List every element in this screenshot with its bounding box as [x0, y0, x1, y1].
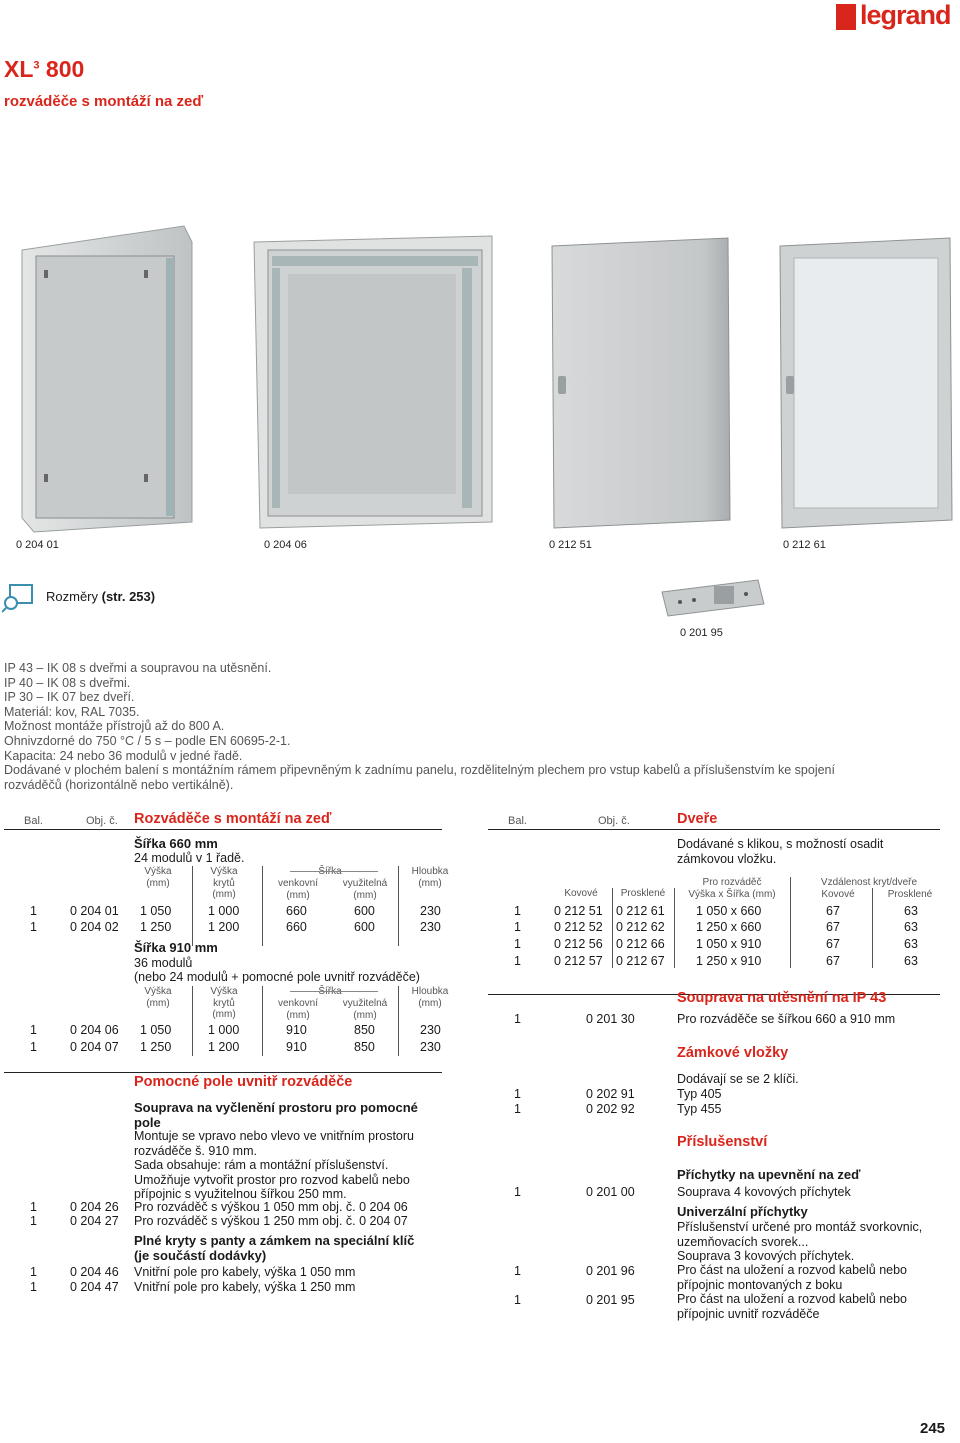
dimensions-icon[interactable]	[2, 583, 36, 613]
group-desc: (nebo 24 modulů + pomocné pole uvnitř rozváděče)	[134, 970, 420, 984]
section-title: Dveře	[677, 811, 718, 827]
row-bal: 1	[514, 937, 521, 951]
row-obj: 0 204 07	[70, 1040, 119, 1054]
row-bal: 1	[514, 920, 521, 934]
row-val: 67	[826, 904, 840, 918]
row-obj: 0 201 00	[586, 1185, 635, 1199]
col-header: Hloubka (mm)	[411, 986, 449, 1009]
row-obj: 0 204 47	[70, 1280, 119, 1294]
divider	[612, 888, 613, 968]
row-val: 67	[826, 954, 840, 968]
description: Montuje se vpravo nebo vlevo ve vnitřním prostoru rozváděče š. 910 mm. Sada obsahuje: rám a montážní příslušenství. Umožňuje vytvořit prostor pro rozvod kabelů nebo přípojnic s využitelnou šířkou 250 mm.	[134, 1129, 414, 1202]
section-title: Příslušenství	[677, 1134, 768, 1150]
row-bal: 1	[514, 904, 521, 918]
row-val: 1 250	[140, 1040, 172, 1054]
row-obj: 0 212 67	[616, 954, 665, 968]
row-val: 910	[286, 1040, 307, 1054]
feature-item: Dodávané v plochém balení s montážním rámem připevněným k zadnímu panelu, rozdělitelným plechem pro vstup kabelů a příslušenstvím ke spojení	[4, 763, 835, 778]
row-bal: 1	[514, 1264, 521, 1278]
dimensions-link[interactable]: Rozměry (str. 253)	[46, 589, 156, 604]
subsection-title: Příchytky na upevnění na zeď	[677, 1167, 861, 1182]
description: Příslušenství určené pro montáž svorkovnic, uzemňovacích svorek... Souprava 3 kovových příchytek.	[677, 1220, 923, 1264]
col-header-obj: Obj. č.	[86, 815, 118, 827]
subsection-title: Univerzální příchytky	[677, 1204, 808, 1219]
fixing-bracket-photo	[660, 578, 770, 620]
row-obj: 0 201 95	[586, 1293, 635, 1307]
col-header: Prosklené	[620, 888, 666, 899]
row-obj: 0 201 30	[586, 1012, 635, 1026]
feature-list	[4, 661, 944, 792]
row-bal: 1	[30, 1214, 37, 1228]
row-val: 660	[286, 920, 307, 934]
divider	[790, 877, 791, 968]
feature-item: IP 43 – IK 08 s dveřmi a soupravou na utěsnění.	[4, 661, 272, 675]
photo-caption: 0 204 01	[16, 539, 59, 551]
row-val: 850	[354, 1023, 375, 1037]
row-obj: 0 212 62	[616, 920, 665, 934]
row-desc: Typ 405	[677, 1087, 722, 1101]
feature-item: Materiál: kov, RAL 7035.	[4, 704, 140, 719]
row-desc: Pro rozváděče se šířkou 660 a 910 mm	[677, 1012, 896, 1026]
feature-item: IP 30 – IK 07 bez dveří.	[4, 690, 135, 705]
row-desc: Souprava 4 kovových příchytek	[677, 1185, 851, 1199]
logo-mark	[836, 4, 856, 30]
row-obj: 0 204 06	[70, 1023, 119, 1037]
photo-caption: 0 204 06	[264, 539, 307, 551]
group-title: Šířka 660 mm	[134, 836, 218, 851]
row-val: 1 200	[208, 1040, 240, 1054]
col-header: Hloubka (mm)	[411, 866, 449, 889]
row-bal: 1	[514, 954, 521, 968]
section-title: Zámkové vložky	[677, 1045, 789, 1061]
subsection-title: Souprava na vyčlenění prostoru pro pomocné	[134, 1100, 418, 1115]
feature-item: IP 40 – IK 08 s dveřmi.	[4, 675, 131, 690]
row-bal: 1	[30, 904, 37, 918]
row-bal: 1	[514, 1087, 521, 1101]
feature-item: Kapacita: 24 nebo 36 modulů v jedné řadě.	[4, 748, 243, 763]
group-desc: 36 modulů	[134, 956, 193, 970]
row-val: 600	[354, 920, 375, 934]
col-header: Kovové	[821, 889, 855, 900]
row-val: 63	[904, 937, 918, 951]
subsection-title: (je součástí dodávky)	[134, 1248, 267, 1263]
divider	[4, 829, 442, 830]
row-bal: 1	[30, 1280, 37, 1294]
row-val: 1 050 x 910	[696, 937, 762, 951]
row-val: 1 250 x 910	[696, 954, 762, 968]
col-header: venkovní (mm)	[277, 998, 319, 1021]
divider	[262, 866, 263, 946]
group-title: Šířka 910 mm	[134, 940, 218, 955]
row-val: 63	[904, 904, 918, 918]
divider	[398, 866, 399, 946]
row-desc: Typ 455	[677, 1102, 722, 1116]
col-header: Výška krytů (mm)	[210, 866, 238, 900]
col-header: Prosklené	[887, 889, 933, 900]
row-desc: Vnitřní pole pro kabely, výška 1 050 mm	[134, 1265, 356, 1279]
section-title: Souprava na utěsnění na IP 43	[677, 990, 887, 1006]
row-val: 910	[286, 1023, 307, 1037]
divider	[872, 888, 873, 968]
col-header: Vzdálenost kryt/dveře	[820, 877, 918, 888]
feature-item: Možnost montáže přístrojů až do 800 A.	[4, 719, 225, 734]
row-obj: 0 212 66	[616, 937, 665, 951]
row-desc: Pro rozváděč s výškou 1 050 mm obj. č. 0 204 06	[134, 1200, 408, 1214]
row-obj: 0 201 96	[586, 1264, 635, 1278]
subsection-title: Plné kryty s panty a zámkem na speciální klíč	[134, 1233, 415, 1248]
section-title: Pomocné pole uvnitř rozváděče	[134, 1074, 353, 1090]
row-obj: 0 212 57	[554, 954, 603, 968]
row-desc: Pro část na uložení a rozvod kabelů nebo přípojnic uvnitř rozváděče	[677, 1292, 908, 1321]
row-val: 230	[420, 904, 441, 918]
photo-caption: 0 212 51	[549, 539, 592, 551]
feature-item: rozváděčů (horizontálně nebo vertikálně).	[4, 777, 234, 792]
col-header: využitelná (mm)	[342, 998, 388, 1021]
row-bal: 1	[30, 1040, 37, 1054]
divider	[290, 871, 378, 872]
row-val: 600	[354, 904, 375, 918]
col-header-bal: Bal.	[508, 815, 527, 827]
divider	[674, 888, 675, 968]
row-obj: 0 204 26	[70, 1200, 119, 1214]
col-header: Pro rozváděč Výška x Šířka (mm)	[688, 877, 776, 900]
row-bal: 1	[514, 1012, 521, 1026]
row-desc: Pro část na uložení a rozvod kabelů nebo přípojnic montovaných z boku	[677, 1263, 908, 1292]
col-header-obj: Obj. č.	[598, 815, 630, 827]
row-val: 1 000	[208, 1023, 240, 1037]
subsection-title: pole	[134, 1115, 161, 1130]
metal-door-photo	[546, 232, 736, 532]
row-obj: 0 204 01	[70, 904, 119, 918]
row-val: 230	[420, 920, 441, 934]
row-val: 67	[826, 937, 840, 951]
row-obj: 0 212 56	[554, 937, 603, 951]
page-title: $XL^3$ 800	[4, 56, 85, 82]
col-header: Výška krytů (mm)	[210, 986, 238, 1020]
description: Dodávají se se 2 klíči.	[677, 1072, 799, 1086]
row-val: 1 250 x 660	[696, 920, 762, 934]
group-desc: 24 modulů v 1 řadě.	[134, 851, 245, 865]
divider	[262, 986, 263, 1056]
glass-door-photo	[774, 232, 956, 532]
row-bal: 1	[30, 1023, 37, 1037]
divider	[4, 1072, 442, 1073]
divider	[192, 866, 193, 946]
logo-wordmark: legrand	[860, 0, 951, 30]
divider	[290, 991, 378, 992]
row-val: 1 200	[208, 920, 240, 934]
row-bal: 1	[30, 1265, 37, 1279]
row-obj: 0 202 91	[586, 1087, 635, 1101]
section-title: Rozváděče s montáží na zeď	[134, 811, 332, 827]
row-desc: Vnitřní pole pro kabely, výška 1 250 mm	[134, 1280, 356, 1294]
row-bal: 1	[30, 1200, 37, 1214]
row-val: 230	[420, 1040, 441, 1054]
divider	[398, 986, 399, 1056]
row-bal: 1	[514, 1102, 521, 1116]
page-subtitle: rozváděče s montáží na zeď	[4, 93, 204, 110]
row-val: 1 000	[208, 904, 240, 918]
row-val: 1 050	[140, 904, 172, 918]
row-obj: 0 212 51	[554, 904, 603, 918]
col-header: Výška (mm)	[144, 866, 172, 889]
row-desc: Pro rozváděč s výškou 1 250 mm obj. č. 0 204 07	[134, 1214, 408, 1228]
col-header-bal: Bal.	[24, 815, 43, 827]
legrand-logo	[836, 0, 958, 34]
description: Dodávané s klikou, s možností osadit zámkovou vložku.	[677, 837, 884, 866]
row-obj: 0 204 46	[70, 1265, 119, 1279]
row-val: 63	[904, 920, 918, 934]
row-bal: 1	[514, 1185, 521, 1199]
col-header: Výška (mm)	[144, 986, 172, 1009]
page-number: 245	[920, 1420, 946, 1437]
row-bal: 1	[30, 920, 37, 934]
divider	[192, 986, 193, 1056]
photo-caption: 0 201 95	[680, 627, 723, 639]
row-val: 1 050	[140, 1023, 172, 1037]
enclosure-photo-open-660	[14, 222, 194, 534]
row-bal: 1	[514, 1293, 521, 1307]
row-obj: 0 212 61	[616, 904, 665, 918]
feature-item: Ohnivzdorné do 750 °C / 5 s – podle EN 60695-2-1.	[4, 733, 291, 748]
row-val: 660	[286, 904, 307, 918]
col-header: venkovní (mm)	[277, 878, 319, 901]
row-val: 850	[354, 1040, 375, 1054]
col-header: Kovové	[564, 888, 598, 899]
row-obj: 0 202 92	[586, 1102, 635, 1116]
row-val: 1 250	[140, 920, 172, 934]
row-obj: 0 204 02	[70, 920, 119, 934]
col-header: využitelná (mm)	[342, 878, 388, 901]
row-obj: 0 212 52	[554, 920, 603, 934]
row-val: 230	[420, 1023, 441, 1037]
row-val: 63	[904, 954, 918, 968]
divider	[488, 829, 940, 830]
row-val: 67	[826, 920, 840, 934]
enclosure-photo-open-910	[248, 222, 498, 534]
row-val: 1 050 x 660	[696, 904, 762, 918]
row-obj: 0 204 27	[70, 1214, 119, 1228]
photo-caption: 0 212 61	[783, 539, 826, 551]
